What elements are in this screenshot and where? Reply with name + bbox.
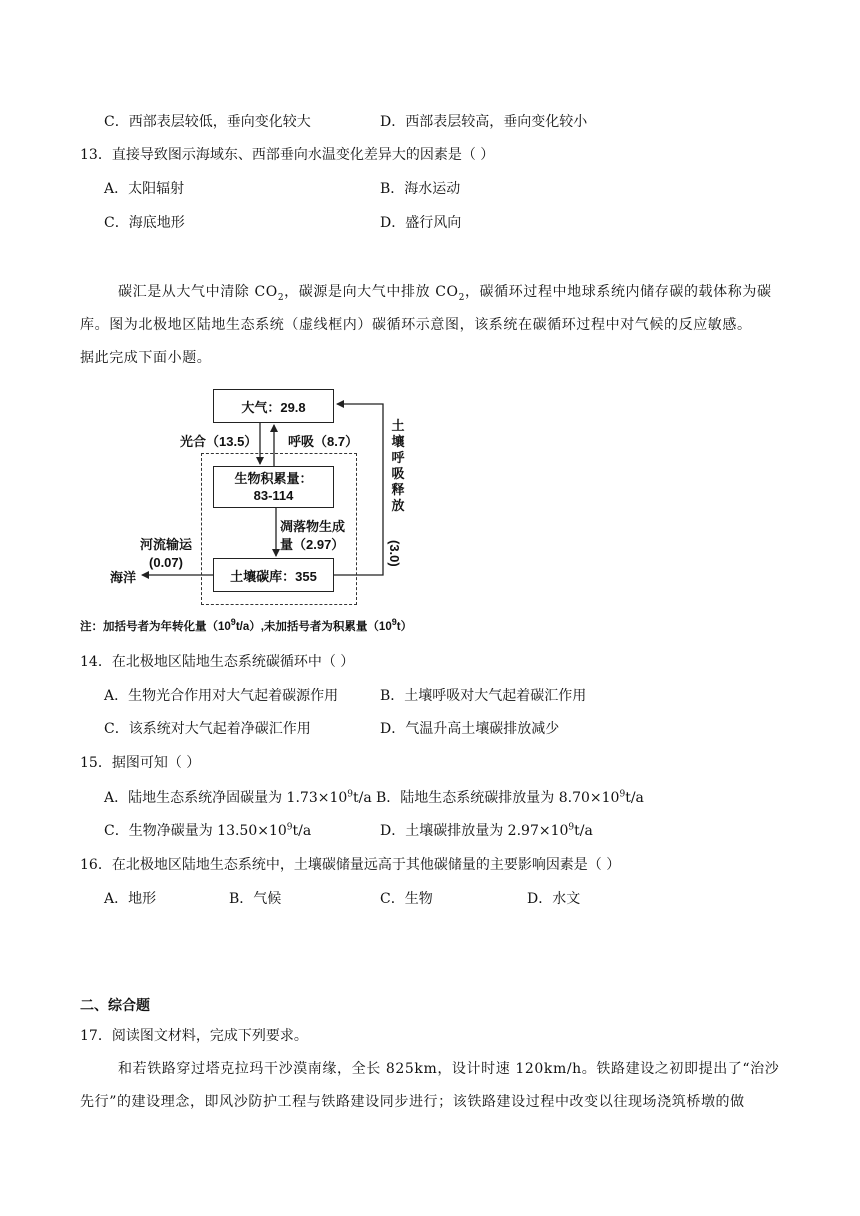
biomass-value: 83-114 — [253, 488, 294, 503]
note-part-a: 注：加括号者为年转化量（10 — [80, 621, 231, 633]
soil-release-char: 呼 — [391, 450, 405, 465]
q15-option-b-text: B．陆地生态系统碳排放量为 8.70×10 — [376, 790, 620, 806]
q15-stem: 15．据图可知（ ） — [80, 755, 201, 771]
intro-line-3: 据此完成下面小题。 — [80, 350, 212, 366]
q14-stem: 14．在北极地区陆地生态系统碳循环中（ ） — [80, 654, 355, 670]
soil-release-char: 释 — [391, 482, 405, 497]
intro-line-1-part-a: 碳汇是从大气中清除 CO — [118, 284, 278, 300]
litter-label — [280, 518, 345, 554]
q15-option-b-unit: t/a — [625, 790, 644, 806]
note-part-b: t/a）,未加括号者为积累量（10 — [235, 621, 392, 633]
river-label-line-1: 河流输运 — [140, 537, 193, 552]
note-part-c: t） — [396, 621, 413, 633]
exponent: 9 — [619, 789, 626, 800]
q15-option-a-unit: t/a — [353, 790, 372, 806]
exponent: 9 — [286, 822, 293, 833]
soil-release-char: 吸 — [391, 466, 405, 481]
q17-para-line-1: 和若铁路穿过塔克拉玛干沙漠南缘，全长 825km，设计时速 120km/h。铁路建设之初即提出了“治沙 — [118, 1061, 780, 1077]
soil-release-label — [390, 418, 406, 514]
soil-release-char: 壤 — [391, 434, 405, 449]
q14-option-d: D．气温升高土壤碳排放减少 — [380, 721, 560, 737]
q13-option-c: C．海底地形 — [104, 215, 185, 231]
exponent: 9 — [568, 822, 575, 833]
ocean-label: 海洋 — [110, 570, 137, 585]
litter-label-line-2: 量（2.97） — [280, 537, 345, 552]
q16-stem: 16．在北极地区陆地生态系统中，土壤碳储量远高于其他碳储量的主要影响因素是（ ） — [80, 857, 621, 873]
q13-option-b: B．海水运动 — [380, 181, 461, 197]
co2-subscript: 2 — [277, 292, 285, 303]
river-label-line-2: (0.07) — [149, 555, 183, 570]
q16-option-c: C．生物 — [380, 891, 433, 907]
intro-line-1-part-c: ，碳循环过程中地球系统内储存碳的载体称为碳 — [464, 284, 772, 300]
carbon-cycle-diagram — [80, 380, 460, 640]
q16-option-a: A．地形 — [104, 891, 157, 907]
note-exponent: 9 — [391, 617, 397, 628]
soil-carbon-box: 土壤碳库：355 — [213, 558, 334, 592]
q13-option-d: D．盛行风向 — [380, 215, 462, 231]
q15-option-b — [376, 789, 644, 807]
biomass-label: 生物积累量： — [234, 471, 313, 486]
q14-option-a: A．生物光合作用对大气起着碳源作用 — [104, 688, 339, 704]
q15-option-d-text: D．土壤碳排放量为 2.97×10 — [380, 823, 569, 839]
intro-line-2: 库。图为北极地区陆地生态系统（虚线框内）碳循环示意图，该系统在碳循环过程中对气候的反应敏感。 — [80, 317, 752, 333]
q15-option-c-text: C．生物净碳量为 13.50×10 — [104, 823, 287, 839]
intro-line-1-part-b: ，碳源是向大气中排放 CO — [284, 284, 459, 300]
soil-release-char: 土 — [391, 418, 405, 433]
exponent: 9 — [347, 789, 354, 800]
co2-subscript: 2 — [458, 292, 465, 303]
biomass-box — [213, 466, 334, 508]
q13-stem: 13．直接导致图示海域东、西部垂向水温变化差异大的因素是（ ） — [80, 147, 495, 163]
q15-option-c — [104, 822, 311, 840]
q15-option-a-text: A．陆地生态系统净固碳量为 1.73×10 — [104, 790, 348, 806]
q15-option-c-unit: t/a — [292, 823, 312, 839]
q14-option-b: B．土壤呼吸对大气起着碳汇作用 — [380, 688, 587, 704]
section-heading: 二、综合题 — [80, 998, 150, 1014]
q14-option-c: C．该系统对大气起着净碳汇作用 — [104, 721, 311, 737]
diagram-note — [80, 618, 412, 634]
q12-option-d: D．西部表层较高，垂向变化较小 — [380, 114, 588, 130]
q17-stem: 17．阅读图文材料，完成下列要求。 — [80, 1028, 308, 1044]
note-exponent: 9 — [230, 617, 236, 628]
intro-line-1 — [118, 283, 772, 301]
atmosphere-box: 大气：29.8 — [213, 389, 334, 423]
q12-option-c: C．西部表层较低，垂向变化较大 — [104, 114, 311, 130]
litter-label-line-1: 凋落物生成 — [280, 519, 346, 534]
q15-option-d — [380, 822, 593, 840]
q15-option-a — [104, 789, 372, 807]
respiration-label: 呼吸（8.7） — [288, 434, 359, 449]
q17-para-line-2: 先行”的建设理念，即风沙防护工程与铁路建设同步进行；该铁路建设过程中改变以往现场浇筑桥墩的做 — [80, 1094, 745, 1110]
q16-option-b: B．气候 — [229, 891, 282, 907]
photosynthesis-label: 光合（13.5） — [180, 434, 258, 449]
q13-option-a: A．太阳辐射 — [104, 181, 185, 197]
q16-option-d: D．水文 — [527, 891, 581, 907]
q15-option-d-unit: t/a — [574, 823, 593, 839]
soil-release-char: 放 — [391, 498, 405, 513]
soil-release-value: (3.0) — [387, 540, 402, 567]
river-label — [140, 536, 192, 572]
